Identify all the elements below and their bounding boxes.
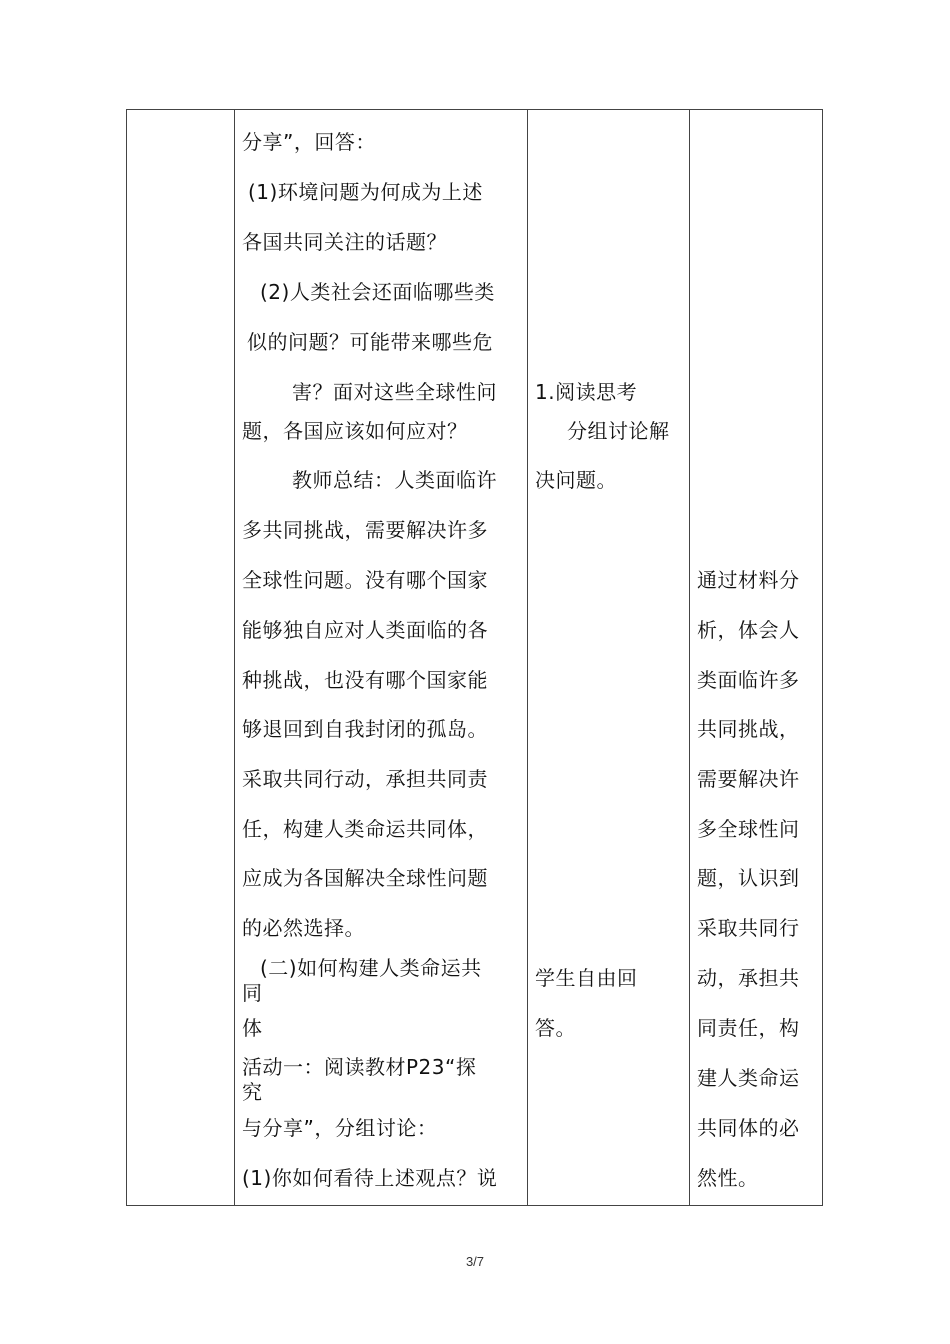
text-line: 动，承担共 [697, 966, 800, 990]
table-column-divider [527, 109, 528, 1206]
page-number: 3/7 [465, 1254, 485, 1269]
text-line: 任，构建人类命运共同体， [242, 817, 488, 841]
text-line: (1)你如何看待上述观点？说 [242, 1166, 498, 1190]
text-line: 的必然选择。 [242, 916, 365, 940]
text-line: 共同体的必 [697, 1116, 800, 1140]
text-line: 析，体会人 [697, 618, 800, 642]
table-column-divider [234, 109, 235, 1206]
text-line: 类面临许多 [697, 668, 800, 692]
text-line: 决问题。 [535, 468, 617, 492]
text-line: 与分享”，分组讨论： [242, 1116, 438, 1140]
text-line: 究 [242, 1080, 263, 1104]
text-line: 建人类命运 [697, 1066, 800, 1090]
table-column-divider [689, 109, 690, 1206]
text-line: 全球性问题。没有哪个国家 [242, 568, 488, 592]
text-line: 教师总结：人类面临许 [292, 468, 497, 492]
text-line: 多全球性问 [697, 817, 800, 841]
text-line: (2)人类社会还面临哪些类 [260, 280, 495, 304]
text-line: (二)如何构建人类命运共 [260, 956, 482, 980]
text-line: 害？面对这些全球性问 [292, 380, 497, 404]
text-line: 同责任，构 [697, 1016, 800, 1040]
text-line: 题，认识到 [697, 866, 800, 890]
text-line: 各国共同关注的话题？ [242, 230, 447, 254]
text-line: 需要解决许 [697, 767, 800, 791]
text-line: 共同挑战， [697, 717, 800, 741]
text-line: 答。 [535, 1016, 576, 1040]
text-line: 体 [242, 1016, 263, 1040]
text-line: 似的问题？可能带来哪些危 [247, 330, 493, 354]
text-line: 分组讨论解 [567, 419, 670, 443]
text-line: 活动一：阅读教材P23“探 [242, 1055, 477, 1079]
text-line: 然性。 [697, 1166, 759, 1190]
text-line: 分享”，回答： [242, 130, 376, 154]
text-line: 能够独自应对人类面临的各 [242, 618, 488, 642]
text-line: 采取共同行 [697, 916, 800, 940]
text-line: 采取共同行动，承担共同责 [242, 767, 488, 791]
text-line: (1)环境问题为何成为上述 [248, 180, 483, 204]
text-line: 应成为各国解决全球性问题 [242, 866, 488, 890]
lesson-table [126, 109, 823, 1206]
text-line: 多共同挑战，需要解决许多 [242, 518, 488, 542]
text-line: 同 [242, 981, 263, 1005]
text-line: 1.阅读思考 [535, 380, 638, 404]
text-line: 够退回到自我封闭的孤岛。 [242, 717, 488, 741]
text-line: 通过材料分 [697, 568, 800, 592]
text-line: 种挑战，也没有哪个国家能 [242, 668, 488, 692]
text-line: 题，各国应该如何应对？ [242, 419, 468, 443]
text-line: 学生自由回 [535, 966, 638, 990]
